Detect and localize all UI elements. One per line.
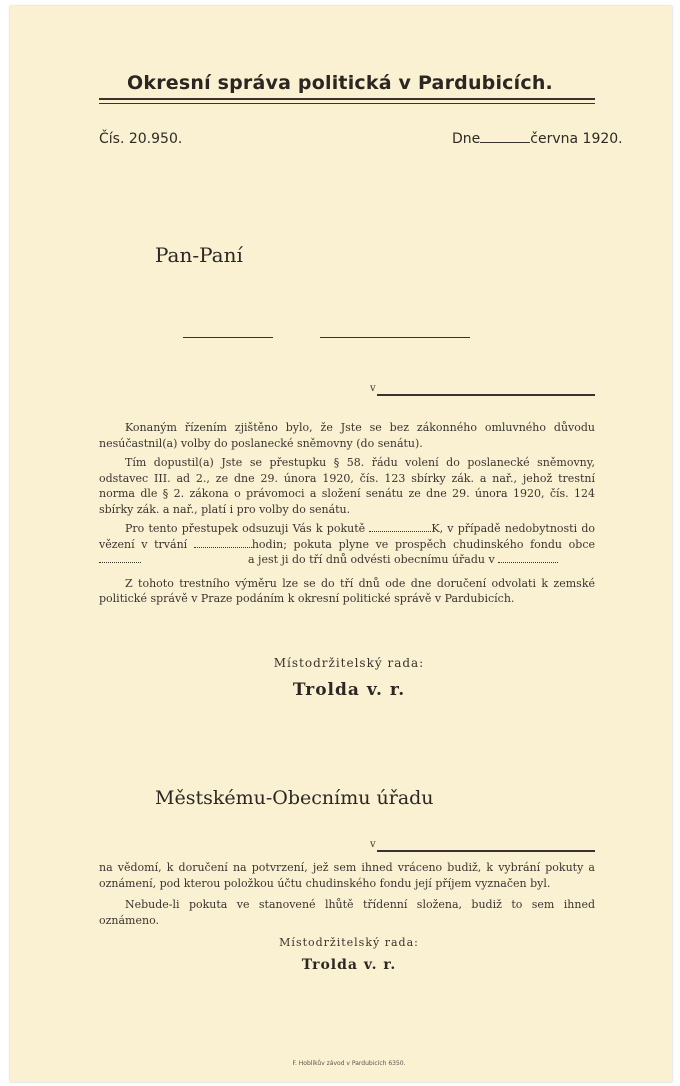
hours-blank xyxy=(194,538,252,548)
sentence-text-c: hodin; pokuta plyne ve prospěch chudinského fondu obce xyxy=(251,537,595,551)
signature-name: Trolda v. r. xyxy=(292,680,406,700)
header-rule-top xyxy=(99,98,595,100)
penalty-body xyxy=(99,420,595,611)
reference-number: Čís. 20.950. xyxy=(99,131,183,147)
addressee-location-blank xyxy=(377,394,595,396)
sentence-text-b: K, v případě nedobytnosti do vězení v trvání xyxy=(99,522,595,551)
header-rule-bottom xyxy=(99,103,595,104)
municipality-blank xyxy=(99,553,141,563)
name-blank-2 xyxy=(320,337,470,338)
sentence-text-e: v xyxy=(488,553,495,566)
signature-2-title: Místodržitelský rada: xyxy=(279,936,419,949)
office-title: Okresní správa politická v Pardubicích. xyxy=(127,72,553,94)
date-line xyxy=(452,131,623,147)
date-day-blank xyxy=(480,142,530,143)
paragraph-sentence xyxy=(99,521,595,568)
deadline-paragraph: Nebude-li pokuta ve stanovené lhůtě třídenní složena, budiž to sem ihned oznámeno. xyxy=(99,898,595,927)
municipal-office-heading: Městskému-Obecnímu úřadu xyxy=(155,787,434,809)
sentence-text-a: Pro tento přestupek odsuzuji Vás k pokutě xyxy=(125,522,366,535)
paragraph-appeal: Z tohoto trestního výměru lze se do tří dnů ode dne doručení odvolati k zemské politické správě v Praze podáním k okresní politické správě v Pardubicích. xyxy=(99,576,595,605)
office-location-blank xyxy=(498,553,558,563)
name-blank-1 xyxy=(183,337,273,338)
addressee-location-prefix: v xyxy=(370,383,376,394)
fine-amount-blank xyxy=(369,522,431,532)
instructions-paragraph: na vědomí, k doručení na potvrzení, jež sem ihned vráceno budiž, k vybrání pokuty a oznámení, pod kterou položkou účtu chudinského fondu její příjem vyznačen byl. xyxy=(99,861,595,890)
date-prefix: Dne xyxy=(452,131,481,147)
municipal-location-blank xyxy=(377,850,595,852)
municipal-location-prefix: v xyxy=(370,839,376,850)
printer-imprint: F. Hoblíkův závod v Pardubicích 6350. xyxy=(292,1060,406,1067)
signature-2-name: Trolda v. r. xyxy=(301,957,397,973)
municipal-instructions xyxy=(99,860,595,932)
date-suffix: června 1920. xyxy=(530,131,623,147)
sentence-text-d: a jest ji do tří dnů odvésti obecnímu úřadu xyxy=(248,553,485,566)
signature-title: Místodržitelský rada: xyxy=(273,656,425,670)
paragraph-offence: Tím dopustil(a) Jste se přestupku § 58. řádu volení do poslanecké sněmovny, odstavec III. ad 2., ze dne 29. února 1920, čís. 123 sbírky zák. a nař., jehož trestní norma dle § 2. zákona o právomoci a složení senátu ze dne 29. února 1920, čís. 124 sbírky zák. a nař., platí i pro volby do senátu. xyxy=(99,456,595,516)
salutation: Pan-Paní xyxy=(155,243,243,267)
paragraph-finding: Konaným řízením zjištěno bylo, že Jste se bez zákonného omluvného důvodu nesúčastnil(a) volby do poslanecké sněmovny (do senátu). xyxy=(99,421,595,450)
